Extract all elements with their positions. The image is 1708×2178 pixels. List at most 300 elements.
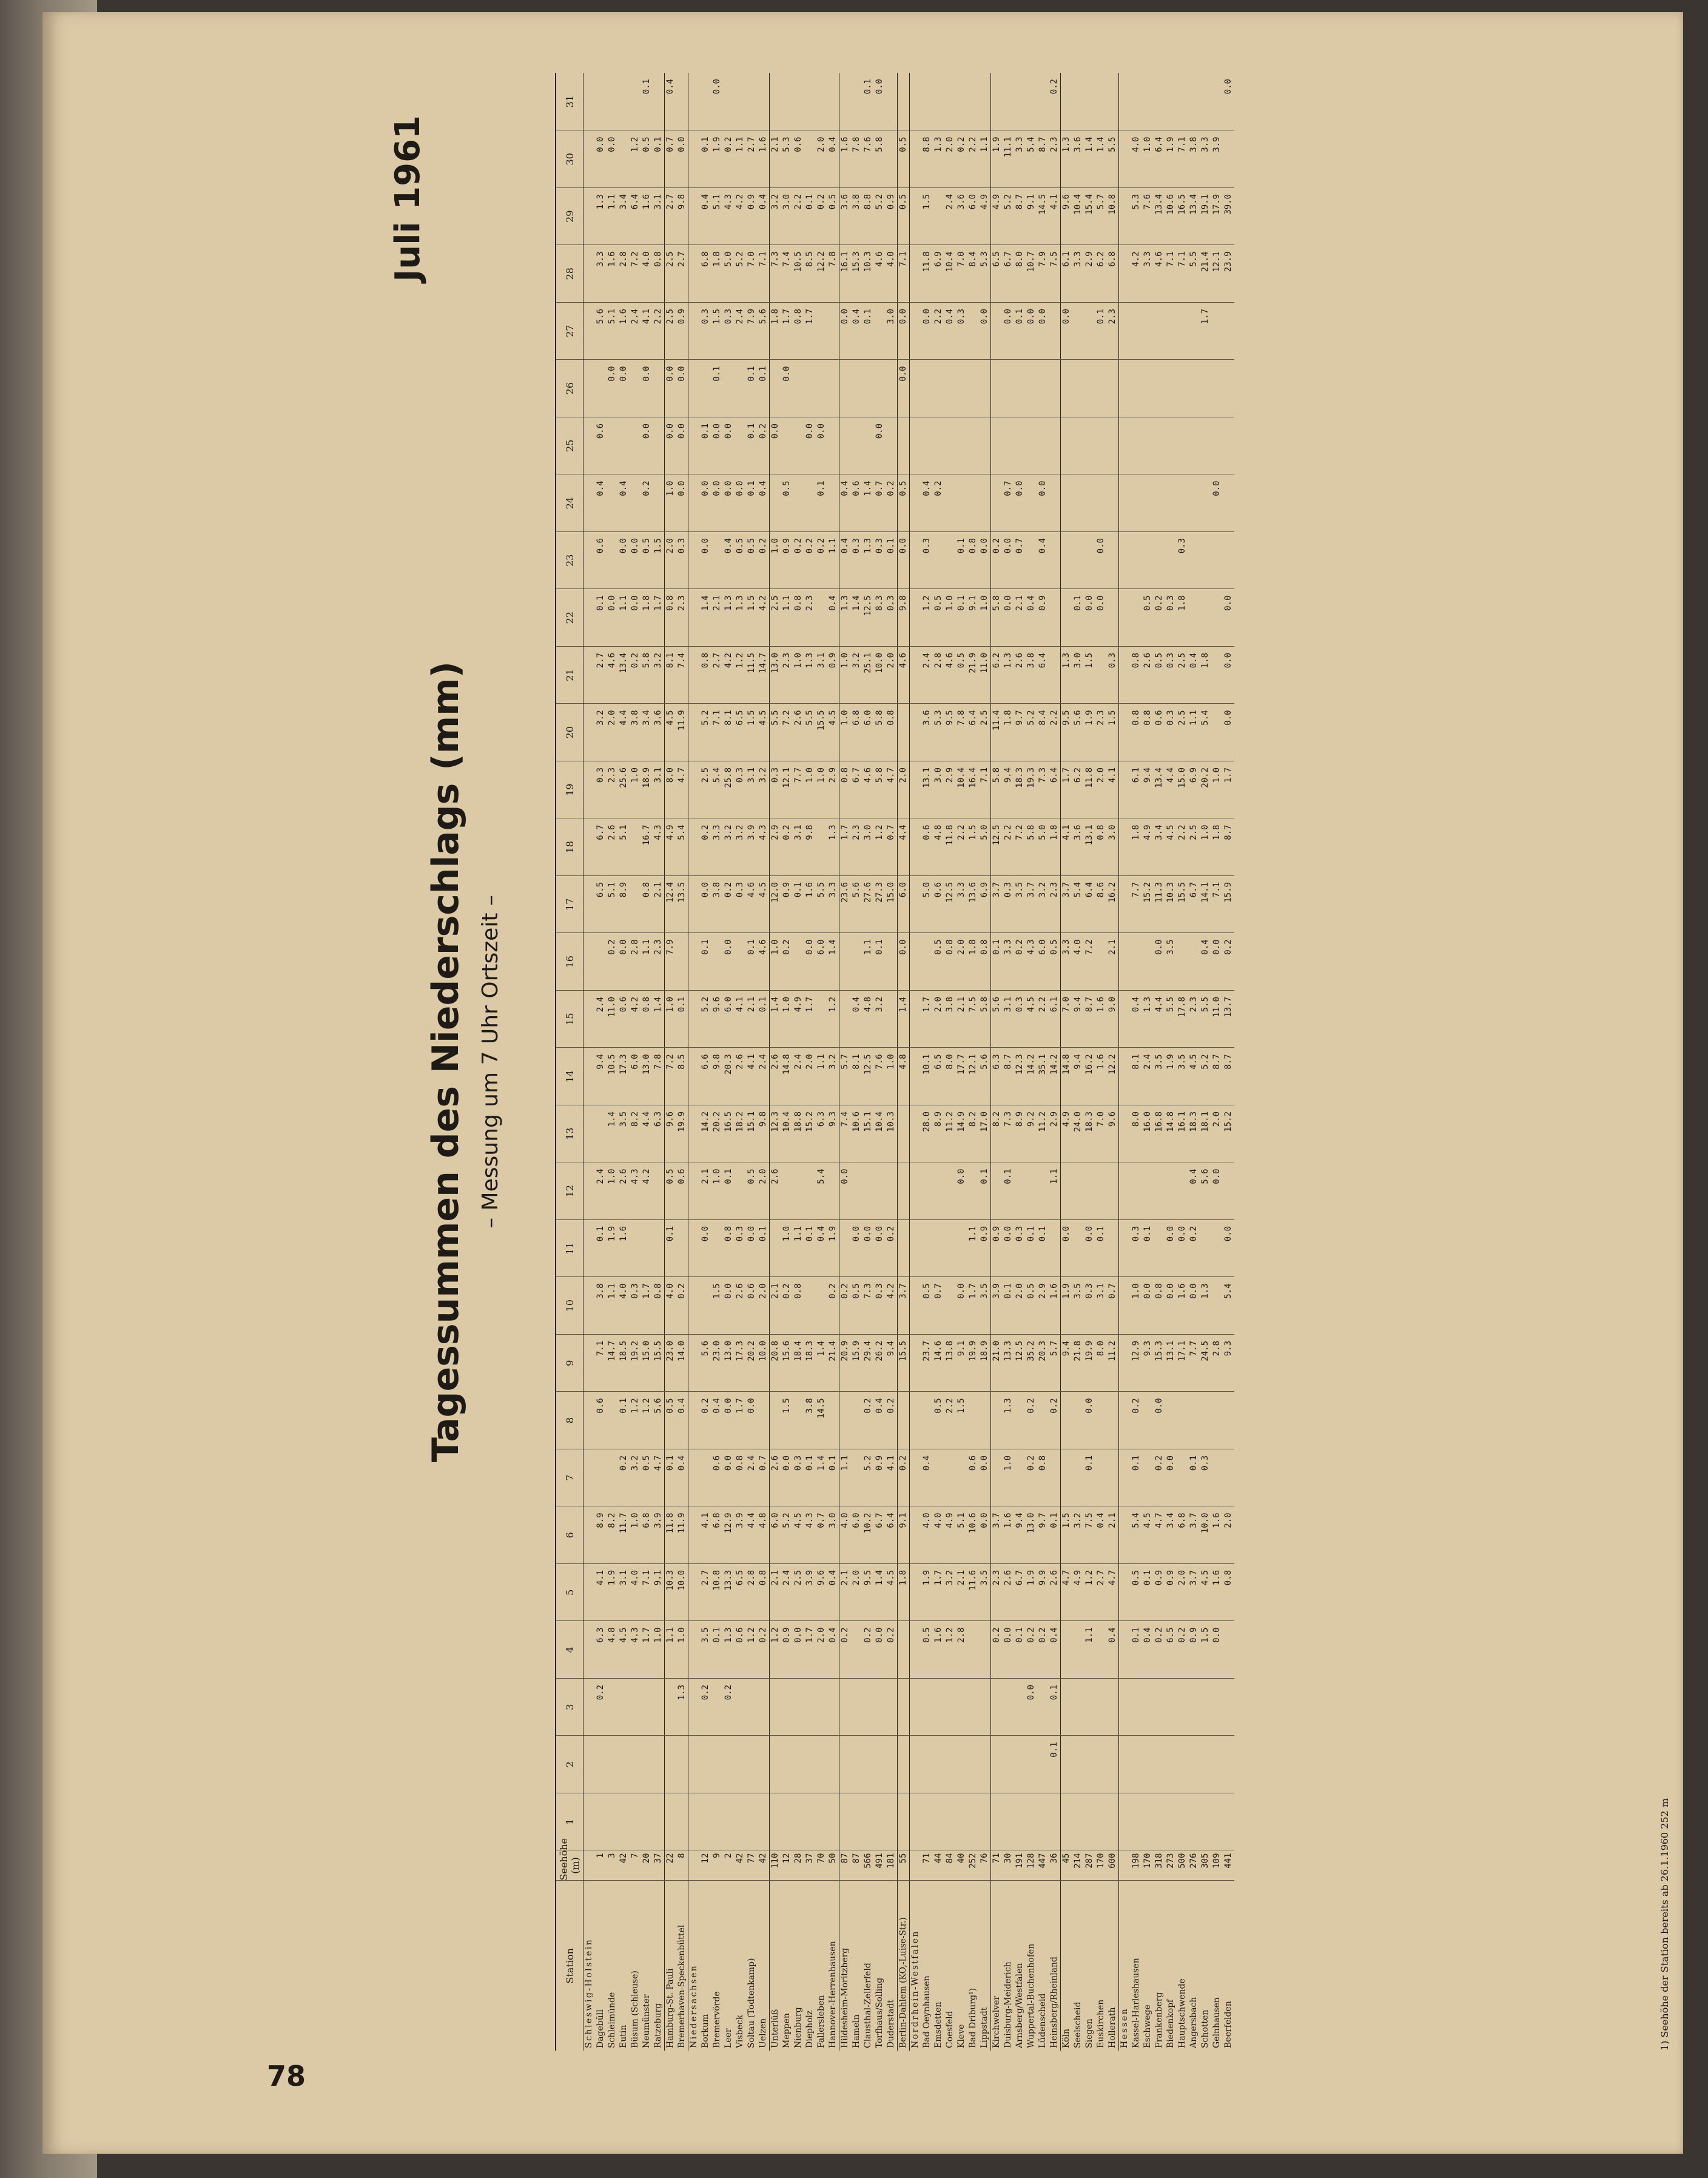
empty-cell xyxy=(688,1334,701,1392)
value-cell: 1.0 xyxy=(804,761,816,818)
value-cell: 0.5 xyxy=(933,589,944,647)
value-cell xyxy=(1177,1678,1188,1736)
value-cell xyxy=(1165,1736,1177,1793)
value-cell xyxy=(1061,1449,1073,1506)
value-cell xyxy=(827,417,839,474)
value-cell: 0.2 xyxy=(781,933,793,991)
value-cell xyxy=(816,360,827,417)
value-cell: 0.4 xyxy=(676,1392,688,1449)
value-cell: 1.1 xyxy=(967,1219,979,1277)
value-cell: 0.8 xyxy=(839,761,852,818)
empty-cell xyxy=(688,360,701,417)
value-cell: 3.7 xyxy=(1061,875,1073,933)
value-cell: 0.6 xyxy=(595,1392,607,1449)
state-heading: Nordrhein-Westfalen xyxy=(910,1881,922,2051)
value-cell: 0.3 xyxy=(921,531,933,589)
value-cell: 0.0 xyxy=(735,474,746,532)
value-cell xyxy=(1177,1449,1188,1506)
value-cell: 1.8 xyxy=(1049,818,1061,876)
value-cell: 3.5 xyxy=(1072,1277,1084,1335)
page-title: Tagessummen des Niederschlags (mm) xyxy=(425,661,467,1463)
value-cell xyxy=(1049,1219,1061,1277)
value-cell: 11.9 xyxy=(676,1506,688,1564)
value-cell: 2.8 xyxy=(933,646,944,704)
table-row xyxy=(630,73,641,2051)
value-cell: 4.0 xyxy=(641,245,653,303)
value-cell: 2.8 xyxy=(1211,1334,1223,1392)
value-cell: 5.2 xyxy=(735,245,746,303)
value-cell: 7.1 xyxy=(1211,875,1223,933)
value-cell: 17.7 xyxy=(956,1048,967,1105)
value-cell: 0.1 xyxy=(1026,1219,1037,1277)
value-cell: 0.7 xyxy=(886,818,898,876)
value-cell xyxy=(851,1392,862,1449)
value-cell: 0.0 xyxy=(618,360,630,417)
empty-cell xyxy=(688,474,701,532)
elevation-cell: 500 xyxy=(1177,1850,1188,1881)
value-cell: 1.3 xyxy=(595,187,607,245)
value-cell: 0.2 xyxy=(1026,1621,1037,1679)
elevation-cell: 287 xyxy=(1084,1850,1095,1881)
value-cell xyxy=(618,73,630,130)
value-cell: 24.0 xyxy=(1072,1105,1084,1162)
empty-cell xyxy=(910,474,922,532)
value-cell: 0.1 xyxy=(1142,1563,1154,1621)
value-cell xyxy=(1165,1162,1177,1220)
value-cell: 8.4 xyxy=(967,245,979,303)
value-cell: 2.1 xyxy=(1014,589,1026,647)
elevation-cell: 109 xyxy=(1211,1850,1223,1881)
value-cell: 2.0 xyxy=(1223,1506,1234,1564)
value-cell: 0.0 xyxy=(711,417,723,474)
value-cell: 2.7 xyxy=(746,130,758,188)
value-cell: 0.5 xyxy=(746,531,758,589)
value-cell: 0.4 xyxy=(851,990,862,1048)
value-cell: 21.4 xyxy=(1200,245,1211,303)
value-cell: 15.9 xyxy=(851,1334,862,1392)
value-cell: 8.2 xyxy=(630,1105,641,1162)
value-cell: 1.3 xyxy=(1003,1392,1014,1449)
value-cell: 7.2 xyxy=(665,1048,677,1105)
value-cell xyxy=(1142,1449,1154,1506)
value-cell: 4.6 xyxy=(1154,245,1165,303)
value-cell: 3.6 xyxy=(839,187,852,245)
value-cell xyxy=(921,1678,933,1736)
table-row xyxy=(781,73,793,2051)
station-name: Hameln xyxy=(851,1881,862,2051)
value-cell: 1.9 xyxy=(1026,1563,1037,1621)
elevation-cell: 110 xyxy=(770,1850,782,1881)
value-cell: 0.0 xyxy=(1037,302,1049,360)
value-cell: 3.3 xyxy=(1200,130,1211,188)
value-cell xyxy=(711,531,723,589)
table-row xyxy=(607,73,618,2051)
value-cell: 2.4 xyxy=(944,187,956,245)
value-cell: 1.2 xyxy=(944,1621,956,1679)
value-cell: 0.4 xyxy=(595,474,607,532)
value-cell: 0.3 xyxy=(735,1219,746,1277)
value-cell xyxy=(711,933,723,991)
value-cell xyxy=(770,73,782,130)
value-cell: 11.6 xyxy=(967,1563,979,1621)
value-cell: 9.4 xyxy=(595,1048,607,1105)
value-cell xyxy=(653,417,665,474)
value-cell: 4.1 xyxy=(886,1449,898,1506)
value-cell xyxy=(956,1793,967,1850)
table-row xyxy=(874,73,886,2051)
value-cell xyxy=(933,1736,944,1793)
value-cell xyxy=(770,1219,782,1277)
empty-cell xyxy=(1119,1736,1131,1793)
value-cell: 0.1 xyxy=(711,360,723,417)
table-row xyxy=(1154,73,1165,2051)
empty-cell xyxy=(583,1621,596,1679)
value-cell: 0.5 xyxy=(898,474,910,532)
value-cell: 0.5 xyxy=(746,1162,758,1220)
value-cell: 0.6 xyxy=(595,531,607,589)
value-cell: 2.3 xyxy=(607,761,618,818)
table-row xyxy=(1107,73,1119,2051)
value-cell: 6.5 xyxy=(991,245,1003,303)
elevation-cell: 36 xyxy=(1049,1850,1061,1881)
table-row xyxy=(933,73,944,2051)
value-cell xyxy=(804,1793,816,1850)
value-cell: 18.2 xyxy=(735,1105,746,1162)
value-cell: 11.8 xyxy=(1084,761,1095,818)
value-cell: 2.4 xyxy=(1142,1048,1154,1105)
value-cell xyxy=(711,1219,723,1277)
value-cell: 0.0 xyxy=(839,302,852,360)
value-cell: 9.4 xyxy=(886,1334,898,1392)
value-cell: 11.9 xyxy=(676,704,688,761)
value-cell: 9.6 xyxy=(665,1105,677,1162)
value-cell xyxy=(1107,531,1119,589)
value-cell: 7.7 xyxy=(1131,875,1142,933)
value-cell: 12.5 xyxy=(862,589,874,647)
value-cell: 1.1 xyxy=(839,1449,852,1506)
value-cell: 1.7 xyxy=(804,1621,816,1679)
elevation-cell: 37 xyxy=(653,1850,665,1881)
table-row xyxy=(1188,73,1200,2051)
value-cell xyxy=(1061,1621,1073,1679)
value-cell: 4.9 xyxy=(665,818,677,876)
value-cell: 7.5 xyxy=(967,990,979,1048)
value-cell: 13.0 xyxy=(723,1334,735,1392)
value-cell: 6.0 xyxy=(862,704,874,761)
value-cell: 4.1 xyxy=(1049,187,1061,245)
value-cell: 3.5 xyxy=(1177,1048,1188,1105)
value-cell: 15.2 xyxy=(1142,875,1154,933)
station-name: Kleve xyxy=(956,1881,967,2051)
value-cell xyxy=(1049,531,1061,589)
value-cell: 5.0 xyxy=(723,245,735,303)
value-cell: 0.0 xyxy=(676,474,688,532)
value-cell: 0.0 xyxy=(1003,302,1014,360)
value-cell: 1.9 xyxy=(991,130,1003,188)
value-cell xyxy=(1084,73,1095,130)
empty-cell xyxy=(583,1736,596,1793)
value-cell xyxy=(1154,1678,1165,1736)
value-cell xyxy=(1165,73,1177,130)
empty-cell xyxy=(688,1048,701,1105)
value-cell xyxy=(1188,474,1200,532)
table-row xyxy=(839,73,852,2051)
value-cell: 0.0 xyxy=(1188,1277,1200,1335)
value-cell xyxy=(735,1736,746,1793)
value-cell xyxy=(886,990,898,1048)
value-cell: 4.3 xyxy=(758,818,770,876)
value-cell: 9.6 xyxy=(1107,1105,1119,1162)
value-cell xyxy=(944,1162,956,1220)
value-cell: 9.0 xyxy=(1107,990,1119,1048)
value-cell: 13.0 xyxy=(770,646,782,704)
value-cell: 0.4 xyxy=(827,130,839,188)
value-cell xyxy=(1014,1793,1026,1850)
value-cell: 1.0 xyxy=(781,990,793,1048)
value-cell: 4.1 xyxy=(641,302,653,360)
value-cell: 3.5 xyxy=(979,1563,991,1621)
value-cell: 1.5 xyxy=(711,1277,723,1335)
value-cell: 0.1 xyxy=(618,1392,630,1449)
value-cell: 17.0 xyxy=(979,1105,991,1162)
table-row xyxy=(944,73,956,2051)
value-cell: 1.3 xyxy=(735,589,746,647)
value-cell: 4.7 xyxy=(1061,1563,1073,1621)
value-cell: 0.4 xyxy=(827,1563,839,1621)
value-cell: 0.7 xyxy=(874,474,886,532)
table-row xyxy=(595,73,607,2051)
value-cell: 8.0 xyxy=(1131,1105,1142,1162)
value-cell: 0.0 xyxy=(1211,933,1223,991)
station-name: Bad Driburg¹) xyxy=(967,1881,979,2051)
value-cell: 0.5 xyxy=(933,933,944,991)
value-cell xyxy=(630,73,641,130)
value-cell xyxy=(991,474,1003,532)
value-cell: 9.8 xyxy=(758,1105,770,1162)
value-cell xyxy=(735,1678,746,1736)
value-cell xyxy=(1072,360,1084,417)
value-cell xyxy=(804,1736,816,1793)
value-cell xyxy=(816,818,827,876)
table-row xyxy=(979,73,991,2051)
value-cell: 9.4 xyxy=(1061,1334,1073,1392)
value-cell: 4.0 xyxy=(1131,130,1142,188)
value-cell: 0.0 xyxy=(595,130,607,188)
empty-cell xyxy=(1119,1563,1131,1621)
empty-cell xyxy=(1119,1449,1131,1506)
empty-cell xyxy=(910,1392,922,1449)
value-cell xyxy=(1049,646,1061,704)
value-cell: 0.0 xyxy=(746,1219,758,1277)
value-cell xyxy=(746,1678,758,1736)
value-cell: 5.8 xyxy=(874,761,886,818)
value-cell: 5.5 xyxy=(1200,990,1211,1048)
table-row xyxy=(956,73,967,2051)
value-cell: 2.2 xyxy=(956,818,967,876)
value-cell: 2.4 xyxy=(781,1563,793,1621)
value-cell: 0.2 xyxy=(700,1392,711,1449)
value-cell: 15.0 xyxy=(1177,761,1188,818)
value-cell: 1.9 xyxy=(1165,1048,1177,1105)
value-cell xyxy=(758,1793,770,1850)
value-cell: 7.3 xyxy=(1003,1105,1014,1162)
value-cell xyxy=(979,73,991,130)
value-cell: 16.7 xyxy=(641,818,653,876)
value-cell xyxy=(851,360,862,417)
value-cell: 17.8 xyxy=(1177,990,1188,1048)
station-name: Borkum xyxy=(700,1881,711,2051)
empty-cell xyxy=(910,1277,922,1335)
value-cell: 0.8 xyxy=(735,1449,746,1506)
value-cell: 4.2 xyxy=(735,187,746,245)
value-cell: 3.2 xyxy=(1072,1506,1084,1564)
value-cell: 7.1 xyxy=(979,761,991,818)
value-cell: 6.4 xyxy=(967,704,979,761)
value-cell: 5.4 xyxy=(1026,130,1037,188)
value-cell: 2.5 xyxy=(665,302,677,360)
value-cell: 1.2 xyxy=(827,990,839,1048)
value-cell xyxy=(862,1678,874,1736)
value-cell: 1.3 xyxy=(1003,646,1014,704)
value-cell xyxy=(816,73,827,130)
value-cell: 18.1 xyxy=(1200,1105,1211,1162)
value-cell xyxy=(1131,589,1142,647)
value-cell xyxy=(1131,1736,1142,1793)
value-cell xyxy=(827,474,839,532)
elevation-cell: 44 xyxy=(933,1850,944,1881)
value-cell: 2.7 xyxy=(711,646,723,704)
value-cell: 1.3 xyxy=(862,531,874,589)
value-cell: 7.2 xyxy=(781,704,793,761)
value-cell: 7.0 xyxy=(746,245,758,303)
station-name: Berlin-Dahlem (KO,-Luise-Str.) xyxy=(898,1881,910,2051)
value-cell xyxy=(933,1793,944,1850)
value-cell: 10.4 xyxy=(1072,187,1084,245)
value-cell: 6.3 xyxy=(816,1105,827,1162)
value-cell: 3.8 xyxy=(944,990,956,1048)
value-cell: 0.0 xyxy=(746,1392,758,1449)
period-label: Juli 1961 xyxy=(388,115,428,282)
value-cell: 10.0 xyxy=(874,646,886,704)
value-cell: 0.5 xyxy=(827,187,839,245)
value-cell: 0.1 xyxy=(1084,1449,1095,1506)
value-cell: 0.0 xyxy=(1061,302,1073,360)
value-cell: 2.2 xyxy=(944,1392,956,1449)
value-cell: 0.4 xyxy=(816,1219,827,1277)
value-cell: 2.1 xyxy=(839,1563,852,1621)
value-cell: 6.7 xyxy=(1188,875,1200,933)
value-cell xyxy=(1223,1162,1234,1220)
table-row xyxy=(921,73,933,2051)
value-cell: 5.3 xyxy=(1131,187,1142,245)
value-cell xyxy=(839,360,852,417)
value-cell: 6.4 xyxy=(630,187,641,245)
value-cell xyxy=(665,1678,677,1736)
table-row xyxy=(1026,73,1037,2051)
value-cell: 0.2 xyxy=(781,1277,793,1335)
value-cell xyxy=(886,417,898,474)
value-cell: 2.0 xyxy=(851,1563,862,1621)
value-cell: 0.0 xyxy=(979,1506,991,1564)
value-cell xyxy=(1084,1678,1095,1736)
value-cell: 4.7 xyxy=(1154,1506,1165,1564)
station-name: Dagebüll xyxy=(595,1881,607,2051)
value-cell: 12.2 xyxy=(1107,1048,1119,1105)
value-cell: 14.1 xyxy=(1200,875,1211,933)
value-cell: 4.7 xyxy=(653,1449,665,1506)
value-cell: 8.9 xyxy=(618,875,630,933)
value-cell xyxy=(1154,417,1165,474)
value-cell: 5.2 xyxy=(700,704,711,761)
value-cell: 1.0 xyxy=(770,531,782,589)
value-cell: 3.7 xyxy=(991,875,1003,933)
value-cell xyxy=(1165,417,1177,474)
value-cell xyxy=(944,1449,956,1506)
value-cell: 4.7 xyxy=(676,761,688,818)
value-cell xyxy=(1223,1678,1234,1736)
value-cell xyxy=(1177,360,1188,417)
value-cell xyxy=(898,417,910,474)
value-cell: 4.5 xyxy=(1142,1506,1154,1564)
empty-cell xyxy=(688,1621,701,1679)
value-cell xyxy=(1061,360,1073,417)
empty-cell xyxy=(910,130,922,188)
value-cell: 1.0 xyxy=(665,990,677,1048)
value-cell: 15.5 xyxy=(816,704,827,761)
value-cell: 1.1 xyxy=(979,130,991,188)
value-cell: 1.6 xyxy=(607,245,618,303)
value-cell xyxy=(770,474,782,532)
value-cell: 1.3 xyxy=(723,1621,735,1679)
value-cell xyxy=(676,1736,688,1793)
value-cell xyxy=(1026,1736,1037,1793)
empty-cell xyxy=(688,1563,701,1621)
value-cell xyxy=(781,1736,793,1793)
value-cell: 1.0 xyxy=(1003,1449,1014,1506)
elevation-cell: 198 xyxy=(1131,1850,1142,1881)
value-cell: 0.2 xyxy=(793,531,804,589)
value-cell xyxy=(1026,474,1037,532)
value-cell: 15.0 xyxy=(641,1334,653,1392)
elevation-cell: 50 xyxy=(827,1850,839,1881)
table-row xyxy=(735,73,746,2051)
page-number: 78 xyxy=(267,2060,306,2092)
value-cell: 5.1 xyxy=(607,302,618,360)
empty-cell xyxy=(1119,130,1131,188)
station-name: Ratzeburg xyxy=(653,1881,665,2051)
value-cell: 4.8 xyxy=(898,1048,910,1105)
value-cell: 2.1 xyxy=(956,990,967,1048)
value-cell xyxy=(921,73,933,130)
value-cell xyxy=(1037,1736,1049,1793)
value-cell: 8.7 xyxy=(1003,1048,1014,1105)
value-cell: 5.6 xyxy=(700,1334,711,1392)
group-row xyxy=(688,73,701,2051)
value-cell xyxy=(956,360,967,417)
value-cell: 23.0 xyxy=(665,1334,677,1392)
value-cell: 1.8 xyxy=(770,302,782,360)
value-cell: 0.2 xyxy=(839,1621,852,1679)
value-cell: 1.0 xyxy=(676,1621,688,1679)
value-cell xyxy=(886,360,898,417)
value-cell: 1.3 xyxy=(1200,1277,1211,1335)
empty-cell xyxy=(583,1277,596,1335)
value-cell: 11.8 xyxy=(944,818,956,876)
value-cell: 2.3 xyxy=(1049,875,1061,933)
value-cell: 0.4 xyxy=(758,474,770,532)
value-cell: 12.9 xyxy=(723,1506,735,1564)
value-cell xyxy=(1223,130,1234,188)
